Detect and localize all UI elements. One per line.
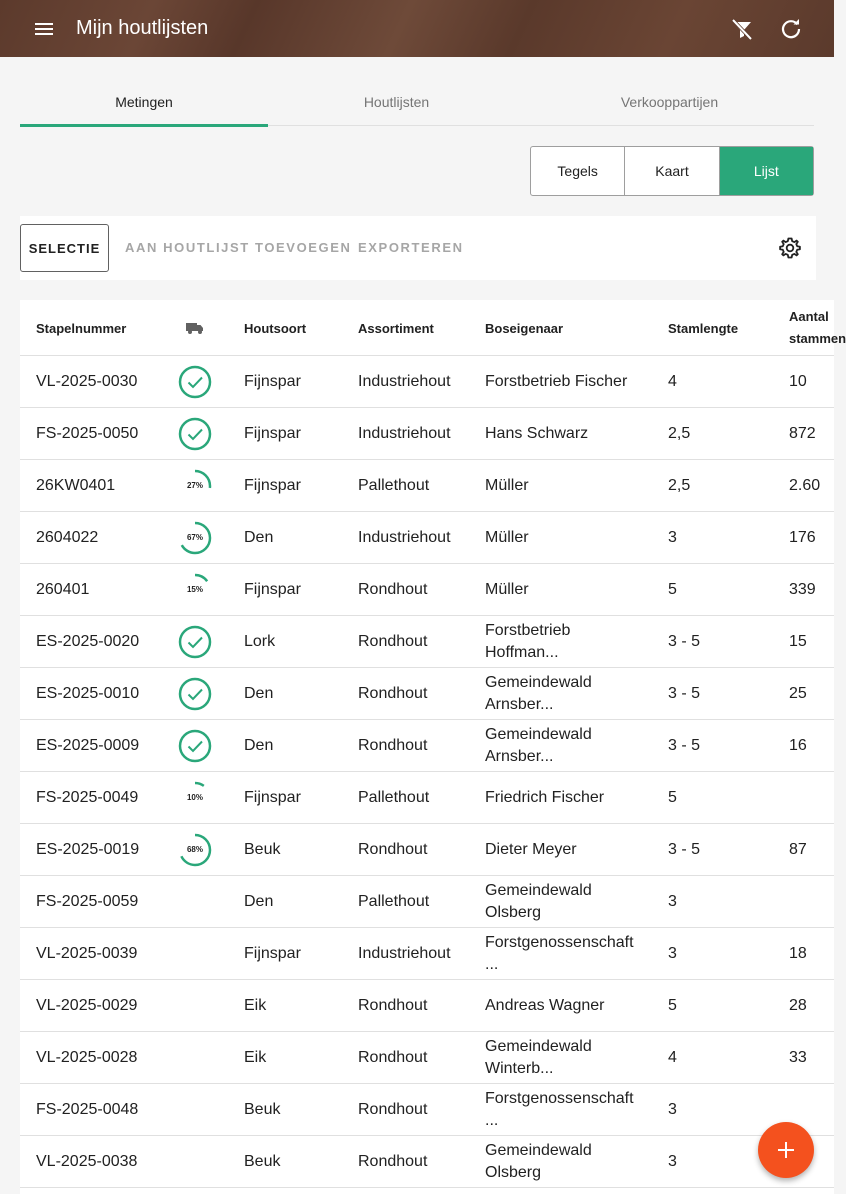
cell-stapelnummer: FS-2025-0050 — [36, 424, 139, 442]
refresh-icon[interactable] — [777, 15, 805, 43]
cell-stapelnummer: VL-2025-0038 — [36, 1152, 138, 1170]
plus-icon — [776, 1140, 796, 1160]
cell-assortiment: Industriehout — [358, 372, 451, 390]
cell-assortiment: Pallethout — [358, 788, 430, 806]
table-row[interactable] — [20, 460, 834, 512]
cell-boseigenaar: Gemeindewald Winterb... — [485, 1037, 592, 1077]
cell-houtsoort: Fijnspar — [244, 424, 301, 442]
cell-assortiment: Rondhout — [358, 1100, 428, 1118]
cell-houtsoort: Den — [244, 684, 274, 702]
cell-stamlengte: 4 — [668, 1048, 677, 1066]
progress-label: 67% — [186, 533, 203, 542]
view-kaart-button[interactable]: Kaart — [625, 147, 719, 195]
table-row[interactable] — [20, 1032, 834, 1084]
cell-houtsoort: Den — [244, 892, 274, 910]
cell-boseigenaar: Andreas Wagner — [485, 996, 605, 1014]
progress-ring — [178, 772, 212, 823]
cell-stamlengte: 5 — [668, 580, 677, 598]
status-empty — [178, 1136, 212, 1187]
cell-boseigenaar: Forstbetrieb Fischer — [485, 372, 628, 390]
cell-assortiment: Rondhout — [358, 840, 428, 858]
header-houtsoort[interactable]: Houtsoort — [244, 320, 307, 336]
cell-stapelnummer: VL-2025-0039 — [36, 944, 138, 962]
header-stapelnummer[interactable]: Stapelnummer — [36, 320, 127, 336]
table-row[interactable] — [20, 980, 834, 1032]
progress-ring — [178, 564, 212, 615]
cell-stamlengte: 3 - 5 — [668, 632, 701, 650]
check-circle-icon — [178, 408, 212, 459]
view-toggle — [530, 146, 814, 196]
add-button[interactable] — [758, 1122, 814, 1178]
table-row[interactable] — [20, 720, 834, 772]
cell-assortiment: Rondhout — [358, 632, 428, 650]
cell-boseigenaar: Gemeindewald Olsberg — [485, 1141, 592, 1181]
header-boseigenaar[interactable]: Boseigenaar — [485, 320, 564, 336]
filter-off-icon[interactable] — [728, 15, 756, 43]
cell-houtsoort: Fijnspar — [244, 944, 301, 962]
table-row[interactable] — [20, 668, 834, 720]
cell-aantal: 33 — [789, 1048, 807, 1066]
cell-stamlengte: 3 — [668, 944, 677, 962]
cell-houtsoort: Eik — [244, 996, 267, 1014]
cell-aantal: 25 — [789, 684, 807, 702]
cell-houtsoort: Fijnspar — [244, 476, 301, 494]
cell-assortiment: Rondhout — [358, 684, 428, 702]
table-row[interactable] — [20, 876, 834, 928]
cell-stapelnummer: ES-2025-0009 — [36, 736, 140, 754]
progress-ring — [178, 460, 212, 511]
table-header — [20, 300, 846, 356]
progress-ring — [178, 512, 212, 563]
table-body — [20, 356, 834, 1188]
cell-boseigenaar: Müller — [485, 528, 529, 546]
cell-boseigenaar: Müller — [485, 580, 529, 598]
cell-assortiment: Pallethout — [358, 892, 430, 910]
cell-assortiment: Rondhout — [358, 736, 428, 754]
cell-assortiment: Industriehout — [358, 944, 451, 962]
cell-boseigenaar: Hans Schwarz — [485, 424, 589, 442]
cell-stamlengte: 3 - 5 — [668, 736, 701, 754]
cell-boseigenaar: Forstbetrieb Hoffman... — [485, 621, 571, 661]
cell-houtsoort: Fijnspar — [244, 372, 301, 390]
selection-button[interactable]: SELECTIE — [20, 224, 109, 272]
cell-assortiment: Industriehout — [358, 528, 451, 546]
cell-boseigenaar: Friedrich Fischer — [485, 788, 605, 806]
cell-stapelnummer: VL-2025-0029 — [36, 996, 138, 1014]
cell-assortiment: Industriehout — [358, 424, 451, 442]
status-empty — [178, 1032, 212, 1083]
cell-stamlengte: 2,5 — [668, 476, 691, 494]
table-row[interactable] — [20, 616, 834, 668]
cell-aantal: 872 — [789, 424, 816, 442]
cell-stamlengte: 4 — [668, 372, 677, 390]
cell-aantal: 339 — [789, 580, 816, 598]
header-assortiment[interactable]: Assortiment — [358, 320, 434, 336]
cell-stapelnummer: ES-2025-0019 — [36, 840, 140, 858]
app-bar — [0, 0, 834, 57]
cell-aantal: 28 — [789, 996, 807, 1014]
view-tegels-button[interactable]: Tegels — [531, 147, 625, 195]
cell-houtsoort: Eik — [244, 1048, 267, 1066]
table-row[interactable] — [20, 564, 834, 616]
cell-houtsoort: Lork — [244, 632, 276, 650]
status-empty — [178, 1084, 212, 1135]
cell-boseigenaar: Gemeindewald Arnsber... — [485, 673, 592, 713]
cell-stamlengte: 3 — [668, 1152, 677, 1170]
progress-ring — [178, 824, 212, 875]
cell-assortiment: Rondhout — [358, 996, 428, 1014]
tab-houtlijsten[interactable]: Houtlijsten — [363, 93, 430, 110]
cell-stapelnummer: FS-2025-0059 — [36, 892, 139, 910]
cell-aantal: 176 — [789, 528, 816, 546]
cell-boseigenaar: Dieter Meyer — [485, 840, 577, 858]
table-row[interactable] — [20, 928, 834, 980]
status-empty — [178, 928, 212, 979]
cell-stamlengte: 3 — [668, 528, 677, 546]
progress-label: 68% — [186, 845, 203, 854]
measurements-table — [20, 300, 846, 1194]
cell-stapelnummer: VL-2025-0028 — [36, 1048, 138, 1066]
cell-stapelnummer: 2604022 — [36, 528, 99, 546]
status-empty — [178, 876, 212, 927]
export-button[interactable]: EXPORTEREN — [358, 240, 464, 255]
app-title: Mijn houtlijsten — [76, 17, 209, 39]
cell-assortiment: Rondhout — [358, 580, 428, 598]
tab-bar — [20, 78, 814, 126]
table-row[interactable] — [20, 1136, 834, 1188]
cell-aantal: 10 — [789, 372, 807, 390]
cell-assortiment: Rondhout — [358, 1152, 428, 1170]
tab-metingen[interactable]: Metingen — [20, 78, 268, 125]
header-aantal[interactable]: Aantal stammen — [789, 309, 846, 346]
cell-stamlengte: 3 - 5 — [668, 840, 701, 858]
truck-icon — [178, 300, 212, 356]
cell-houtsoort: Fijnspar — [244, 788, 301, 806]
cell-houtsoort: Den — [244, 528, 274, 546]
cell-aantal: 15 — [789, 632, 807, 650]
check-circle-icon — [178, 720, 212, 771]
cell-stapelnummer: 260401 — [36, 580, 90, 598]
cell-stapelnummer: VL-2025-0030 — [36, 372, 138, 390]
progress-label: 15% — [186, 585, 203, 594]
cell-stamlengte: 5 — [668, 788, 677, 806]
progress-label: 27% — [186, 481, 203, 490]
list-toolbar — [20, 216, 816, 280]
check-circle-icon — [178, 616, 212, 667]
cell-boseigenaar: Gemeindewald Olsberg — [485, 881, 592, 921]
cell-houtsoort: Beuk — [244, 1152, 281, 1170]
cell-stamlengte: 2,5 — [668, 424, 691, 442]
cell-aantal: 16 — [789, 736, 807, 754]
cell-stamlengte: 3 - 5 — [668, 684, 701, 702]
status-empty — [178, 980, 212, 1031]
cell-stapelnummer: 26KW0401 — [36, 476, 116, 494]
check-circle-icon — [178, 356, 212, 407]
cell-stamlengte: 3 — [668, 892, 677, 910]
gear-icon[interactable] — [778, 236, 802, 260]
cell-houtsoort: Den — [244, 736, 274, 754]
view-lijst-button[interactable]: Lijst — [720, 147, 813, 195]
table-row[interactable] — [20, 1084, 834, 1136]
cell-boseigenaar: Müller — [485, 476, 529, 494]
cell-aantal: 18 — [789, 944, 807, 962]
menu-icon[interactable] — [31, 16, 57, 42]
table-row[interactable] — [20, 356, 834, 408]
cell-assortiment: Rondhout — [358, 1048, 428, 1066]
cell-stapelnummer: ES-2025-0020 — [36, 632, 140, 650]
tab-verkooppartijen[interactable]: Verkooppartijen — [620, 93, 719, 110]
cell-boseigenaar: Gemeindewald Arnsber... — [485, 725, 592, 765]
cell-houtsoort: Beuk — [244, 840, 281, 858]
cell-boseigenaar: Forstgenossenschaft ... — [485, 1089, 634, 1129]
check-circle-icon — [178, 668, 212, 719]
table-row[interactable] — [20, 408, 834, 460]
cell-boseigenaar: Forstgenossenschaft ... — [485, 933, 634, 973]
cell-stamlengte: 5 — [668, 996, 677, 1014]
header-stamlengte[interactable]: Stamlengte — [668, 320, 739, 336]
table-row[interactable] — [20, 824, 834, 876]
table-row[interactable] — [20, 512, 834, 564]
cell-houtsoort: Beuk — [244, 1100, 281, 1118]
add-to-houtlijst-button[interactable]: AAN HOUTLIJST TOEVOEGEN — [125, 240, 352, 255]
cell-houtsoort: Fijnspar — [244, 580, 301, 598]
table-row[interactable] — [20, 772, 834, 824]
cell-assortiment: Pallethout — [358, 476, 430, 494]
cell-stapelnummer: ES-2025-0010 — [36, 684, 140, 702]
cell-stapelnummer: FS-2025-0048 — [36, 1100, 139, 1118]
cell-aantal: 87 — [789, 840, 807, 858]
cell-stamlengte: 3 — [668, 1100, 677, 1118]
cell-aantal: 2.60 — [789, 476, 821, 494]
cell-stapelnummer: FS-2025-0049 — [36, 788, 139, 806]
progress-label: 10% — [186, 793, 203, 802]
